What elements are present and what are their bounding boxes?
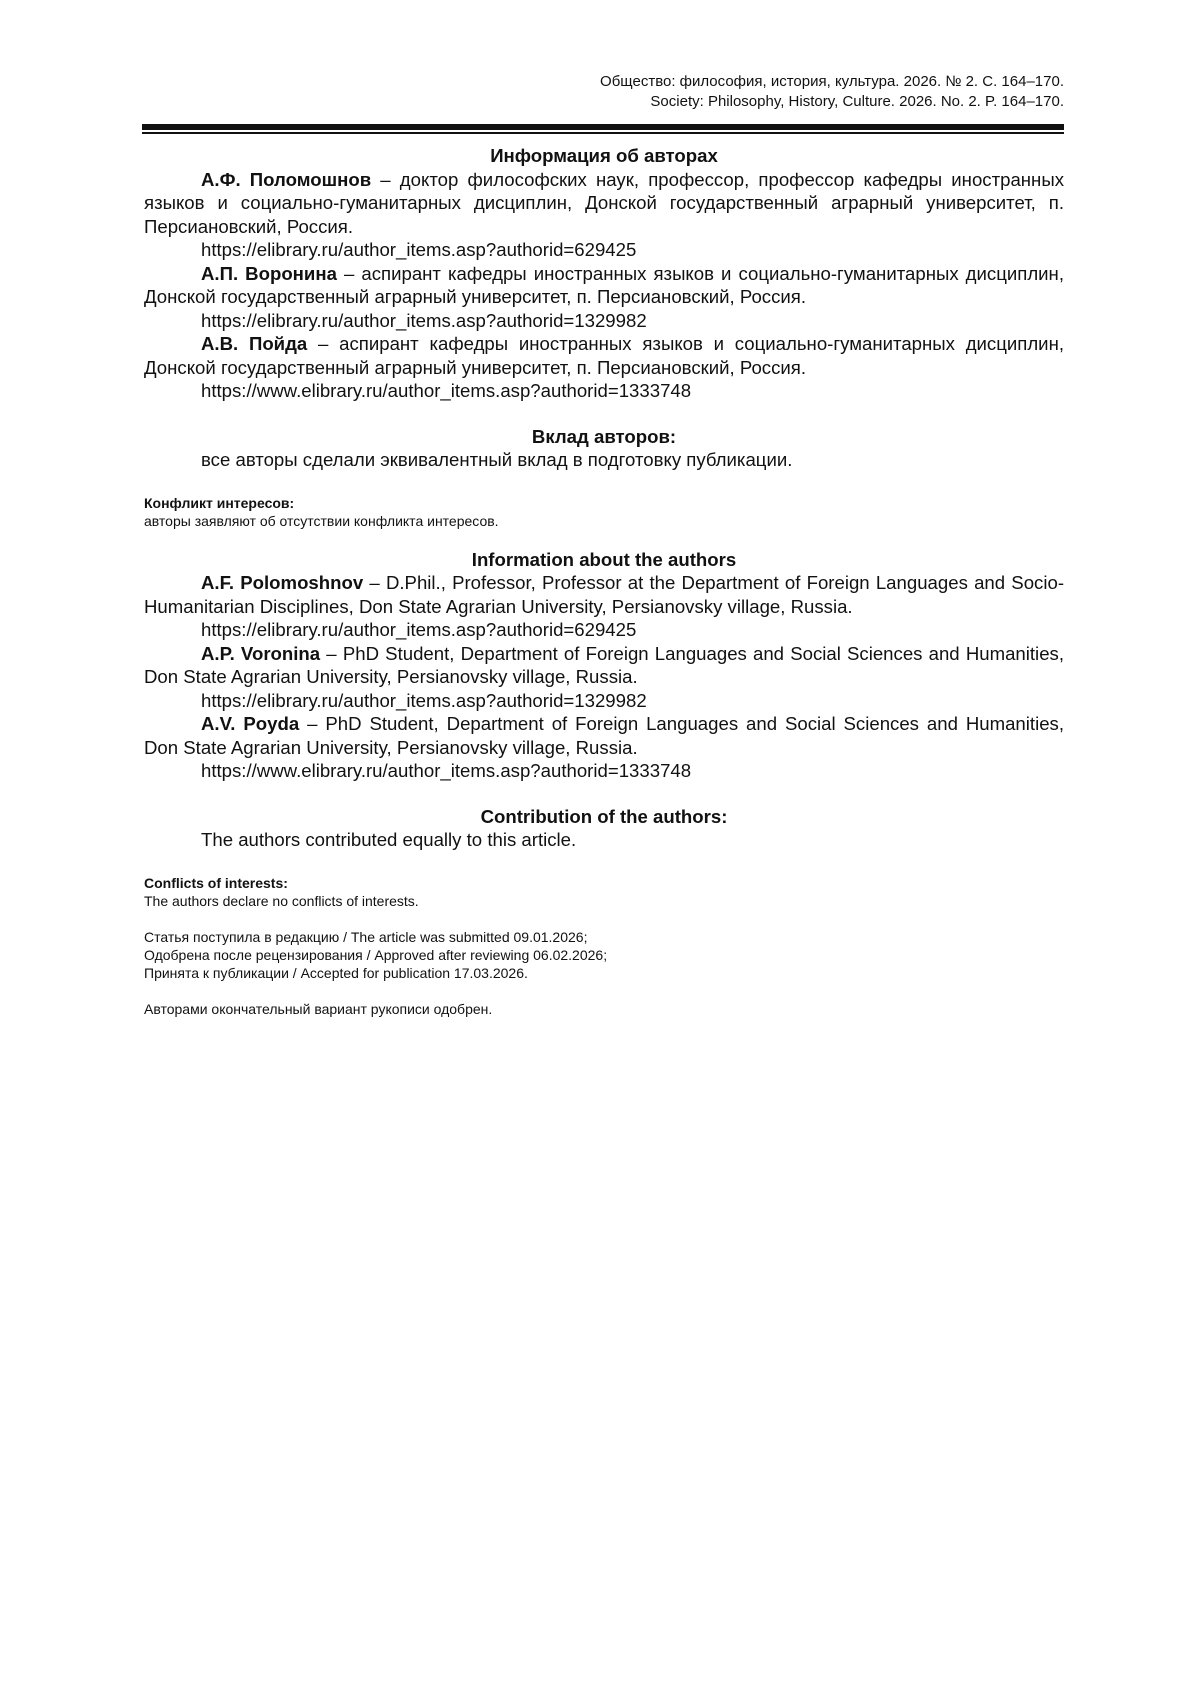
en-author-2-link[interactable]: https://elibrary.ru/author_items.asp?authorid=1329982 <box>201 689 647 711</box>
running-header <box>142 72 1064 112</box>
page-content <box>144 144 1064 1018</box>
date-approved: Одобрена после рецензирования / Approved after reviewing 06.02.2026; <box>144 946 608 963</box>
en-author-3-desc: – PhD Student, Department of Foreign Languages and Social Sciences and Humanities, Don State Agrarian University, Persianovsky village, Russia. <box>144 713 1065 758</box>
en-author-3-name: A.V. Poyda <box>201 713 300 734</box>
en-author-1-link[interactable]: https://elibrary.ru/author_items.asp?authorid=629425 <box>201 619 637 640</box>
ru-conflict-heading <box>144 494 1064 512</box>
en-author-3 <box>144 712 1064 759</box>
ru-author-2-desc: – аспирант кафедры иностранных языков и социально-гуманитарных дисциплин, Донской государственный аграрный университет, п. Персиановский, Россия. <box>144 262 1064 307</box>
en-author-1-name: A.F. Polomoshnov <box>201 572 364 593</box>
en-authors-heading: Information about the authors <box>471 548 737 570</box>
header-rule-thin <box>142 132 1064 134</box>
ru-author-1 <box>144 168 1064 239</box>
ru-author-1-name: А.Ф. Поломошнов <box>201 168 372 190</box>
ru-author-2-link[interactable]: https://elibrary.ru/author_items.asp?authorid=1329982 <box>201 309 647 331</box>
ru-author-3-desc: – аспирант кафедры иностранных языков и социально-гуманитарных дисциплин, Донской государственный аграрный университет, п. Персиановский, Россия. <box>144 333 1064 378</box>
header-line-en: Society: Philosophy, History, Culture. 2026. No. 2. P. 164–170. <box>650 93 1064 110</box>
header-rule-thick <box>142 124 1064 130</box>
ru-author-1-link[interactable]: https://elibrary.ru/author_items.asp?authorid=629425 <box>201 239 637 260</box>
ru-author-2-name: А.П. Воронина <box>201 262 337 284</box>
ru-conflict-text: авторы заявляют об отсутствии конфликта интересов. <box>144 512 499 529</box>
ru-author-3 <box>144 332 1064 379</box>
en-author-1-desc: – D.Phil., Professor, Professor at the Department of Foreign Languages and Socio-Humanitarian Disciplines, Don State Agrarian University, Persianovsky village, Russia. <box>144 572 1065 617</box>
en-conflict-heading-text: Conflicts of interests: <box>144 874 288 891</box>
ru-authors-heading: Информация об авторах <box>490 145 718 166</box>
en-conflict-heading <box>144 874 1064 892</box>
en-author-2-name: A.P. Voronina <box>201 642 321 664</box>
en-author-3-link[interactable]: https://www.elibrary.ru/author_items.asp?authorid=1333748 <box>201 760 692 781</box>
en-author-2-desc: – PhD Student, Department of Foreign Languages and Social Sciences and Humanities, Don State Agrarian University, Persianovsky village, Russia. <box>144 642 1064 687</box>
en-conflict-text: The authors declare no conflicts of interests. <box>144 892 419 909</box>
en-contribution-heading: Contribution of the authors: <box>480 805 728 827</box>
en-contribution-text: The authors contributed equally to this article. <box>201 829 577 850</box>
ru-author-3-name: А.В. Пойда <box>201 333 308 354</box>
ru-contribution-text: все авторы сделали эквивалентный вклад в подготовку публикации. <box>201 449 793 470</box>
final-note: Авторами окончательный вариант рукописи одобрен. <box>144 1000 493 1017</box>
ru-contribution-heading: Вклад авторов: <box>531 425 677 447</box>
ru-author-1-desc: – доктор философских наук, профессор, профессор кафедры иностранных языков и социально-гуманитарных дисциплин, Донской государственный аграрный университет, п. Персиановский, Россия. <box>144 168 1064 237</box>
ru-author-2 <box>144 262 1064 309</box>
date-accepted: Принята к публикации / Accepted for publication 17.03.2026. <box>144 964 528 981</box>
en-author-1 <box>144 571 1064 618</box>
ru-author-3-link[interactable]: https://www.elibrary.ru/author_items.asp?authorid=1333748 <box>201 380 692 401</box>
header-line-ru: Общество: философия, история, культура. 2026. № 2. С. 164–170. <box>600 73 1064 90</box>
date-submitted: Статья поступила в редакцию / The article was submitted 09.01.2026; <box>144 928 588 945</box>
ru-conflict-heading-text: Конфликт интересов: <box>144 494 295 511</box>
en-author-2 <box>144 642 1064 689</box>
